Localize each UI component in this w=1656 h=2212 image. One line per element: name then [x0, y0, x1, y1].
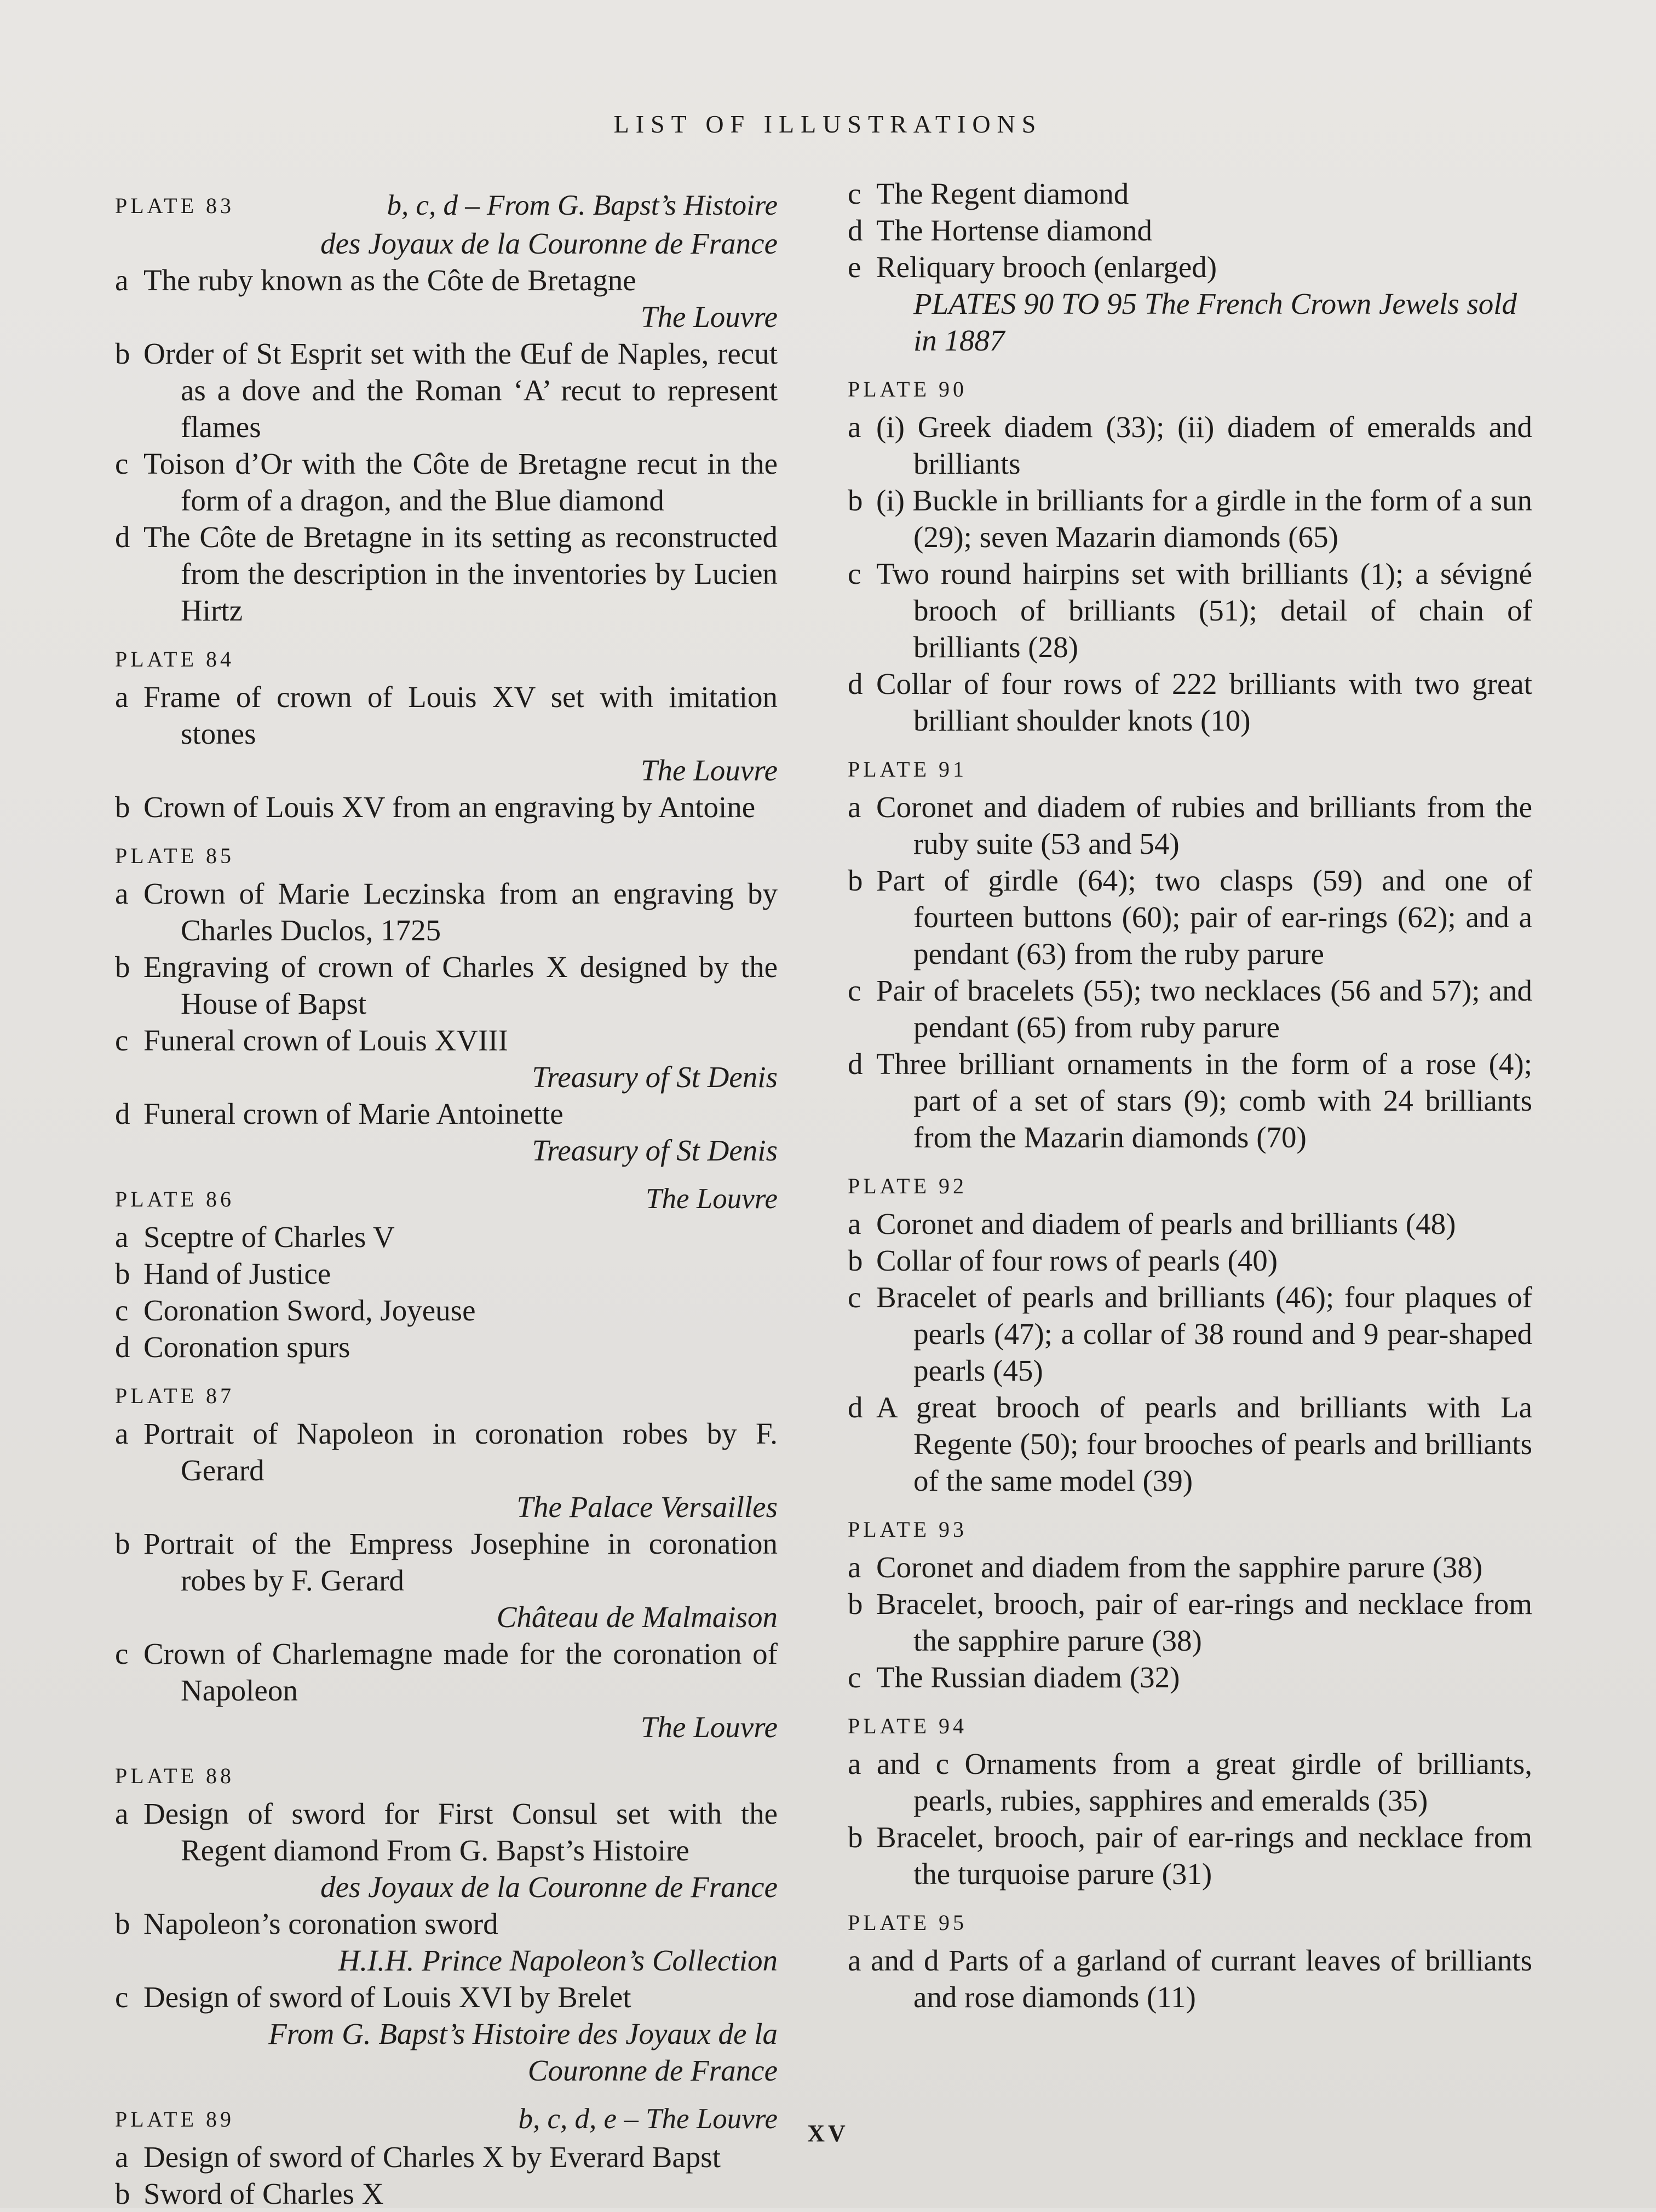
- list-item: b Order of St Esprit set with the Œuf de Naples, recut as a dove and the Roman ‘A’ recut to represent flames: [115, 337, 778, 444]
- list-item: a The ruby known as the Côte de Bretagne: [115, 263, 636, 297]
- source-line: H.I.H. Prince Napoleon’s Collection: [338, 1944, 778, 1977]
- list-item: a and c Ornaments from a great girdle of brilliants, pearls, rubies, sapphires and emeralds (35): [848, 1747, 1532, 1817]
- list-item: e Reliquary brooch (enlarged): [848, 250, 1217, 284]
- list-item: c The Regent diamond: [848, 177, 1129, 210]
- list-item: b Portrait of the Empress Josephine in coronation robes by F. Gerard: [115, 1527, 778, 1597]
- list-item: c Funeral crown of Louis XVIII: [115, 1024, 508, 1057]
- list-item: c Pair of bracelets (55); two necklaces (56 and 57); and pendant (65) from ruby parure: [848, 974, 1532, 1044]
- right-column: [848, 175, 1532, 2015]
- plate-heading: PLATE 89 b, c, d, e – The Louvre: [115, 2103, 778, 2135]
- list-item: d The Hortense diamond: [848, 214, 1153, 247]
- list-item: b Collar of four rows of pearls (40): [848, 1244, 1278, 1277]
- source-line: The Palace Versailles: [516, 1490, 778, 1524]
- plate-heading: PLATE 95: [848, 1910, 967, 1935]
- plate-heading: PLATE 94: [848, 1714, 967, 1738]
- list-item: a Crown of Marie Leczinska from an engraving by Charles Duclos, 1725: [115, 877, 778, 947]
- plate-heading: PLATE 93: [848, 1517, 967, 1542]
- list-item: a Coronet and diadem from the sapphire parure (38): [848, 1550, 1483, 1584]
- left-column: [115, 175, 778, 2212]
- list-item: a Portrait of Napoleon in coronation robes by F. Gerard: [115, 1417, 778, 1487]
- list-item: d Collar of four rows of 222 brilliants with two great brilliant shoulder knots (10): [848, 667, 1532, 737]
- section-note: PLATES 90 TO 95 The French Crown Jewels sold in 1887: [913, 287, 1517, 357]
- plate-heading: PLATE 84: [115, 647, 234, 671]
- list-item: a Design of sword of Charles X by Everard Bapst: [115, 2140, 721, 2174]
- list-item: a Design of sword for First Consul set with the Regent diamond From G. Bapst’s Histoire: [115, 1797, 778, 1867]
- list-item: a and d Parts of a garland of currant leaves of brilliants and rose diamonds (11): [848, 1944, 1532, 2014]
- list-item: b Napoleon’s coronation sword: [115, 1907, 498, 1940]
- list-item: b Engraving of crown of Charles X designed by the House of Bapst: [115, 950, 778, 1020]
- list-item: c Coronation Sword, Joyeuse: [115, 1294, 476, 1327]
- list-item: a Frame of crown of Louis XV set with imitation stones: [115, 680, 778, 750]
- list-item: c Crown of Charlemagne made for the coronation of Napoleon: [115, 1637, 778, 1707]
- list-item: b Bracelet, brooch, pair of ear-rings and necklace from the turquoise parure (31): [848, 1820, 1532, 1891]
- list-item: d Three brilliant ornaments in the form of a rose (4); part of a set of stars (9); comb with 24 brilliants from the Mazarin diamonds (70): [848, 1047, 1532, 1154]
- list-item: c Design of sword of Louis XVI by Brelet: [115, 1980, 631, 2014]
- page-title: LIST OF ILLUSTRATIONS: [613, 110, 1043, 138]
- source-line: The Louvre: [640, 300, 778, 334]
- list-item: d Funeral crown of Marie Antoinette: [115, 1097, 564, 1130]
- list-item: b Part of girdle (64); two clasps (59) and one of fourteen buttons (60); pair of ear-rings (62); and a pendant (63) from the ruby parure: [848, 864, 1532, 970]
- list-item: b Hand of Justice: [115, 1257, 331, 1290]
- source-line: Château de Malmaison: [496, 1600, 778, 1634]
- list-item: b Crown of Louis XV from an engraving by Antoine: [115, 790, 756, 824]
- plate-heading: PLATE 88: [115, 1763, 234, 1788]
- source-line: From G. Bapst’s Histoire des Joyaux de la: [268, 2017, 778, 2050]
- list-item: d A great brooch of pearls and brilliants with La Regente (50); four brooches of pearls and brilliants of the same model (39): [848, 1391, 1532, 1497]
- plate-heading: PLATE 86 The Louvre: [115, 1183, 778, 1215]
- plate-heading: PLATE 92: [848, 1174, 967, 1198]
- list-item: c Bracelet of pearls and brilliants (46); four plaques of pearls (47); a collar of 38 round and 9 pear-shaped pearls (45): [848, 1280, 1532, 1387]
- list-item: c Toison d’Or with the Côte de Bretagne recut in the form of a dragon, and the Blue diamond: [115, 447, 778, 517]
- plate-heading: PLATE 85: [115, 843, 234, 868]
- list-item: c Two round hairpins set with brilliants (1); a sévigné brooch of brilliants (51); detail of chain of brilliants (28): [848, 557, 1532, 664]
- list-item: a Sceptre of Charles V: [115, 1220, 395, 1254]
- source-line: Treasury of St Denis: [532, 1134, 778, 1167]
- source-line: des Joyaux de la Couronne de France: [320, 227, 778, 260]
- list-item: d Coronation spurs: [115, 1330, 350, 1364]
- list-item: a (i) Greek diadem (33); (ii) diadem of emeralds and brilliants: [848, 410, 1532, 480]
- list-item: d The Côte de Bretagne in its setting as reconstructed from the description in the inventories by Lucien Hirtz: [115, 520, 778, 627]
- source-line: The Louvre: [640, 754, 778, 787]
- list-item: b (i) Buckle in brilliants for a girdle in the form of a sun (29); seven Mazarin diamonds (65): [848, 484, 1532, 554]
- page-number: XV: [807, 2120, 849, 2147]
- plate-heading: PLATE 91: [848, 757, 967, 782]
- source-line: Treasury of St Denis: [532, 1060, 778, 1094]
- plate-heading: PLATE 83 b, c, d – From G. Bapst’s Histoire: [115, 189, 778, 221]
- list-item: a Coronet and diadem of rubies and brilliants from the ruby suite (53 and 54): [848, 790, 1532, 860]
- list-item: b Sword of Charles X: [115, 2177, 384, 2210]
- list-item: c The Russian diadem (32): [848, 1661, 1180, 1694]
- source-line: des Joyaux de la Couronne de France: [320, 1870, 778, 1904]
- plate-heading: PLATE 90: [848, 377, 967, 401]
- source-line: Couronne de France: [527, 2054, 778, 2087]
- plate-heading: PLATE 87: [115, 1383, 234, 1408]
- source-line: The Louvre: [640, 1710, 778, 1744]
- list-item: b Bracelet, brooch, pair of ear-rings and necklace from the sapphire parure (38): [848, 1587, 1532, 1657]
- list-item: a Coronet and diadem of pearls and brilliants (48): [848, 1207, 1456, 1240]
